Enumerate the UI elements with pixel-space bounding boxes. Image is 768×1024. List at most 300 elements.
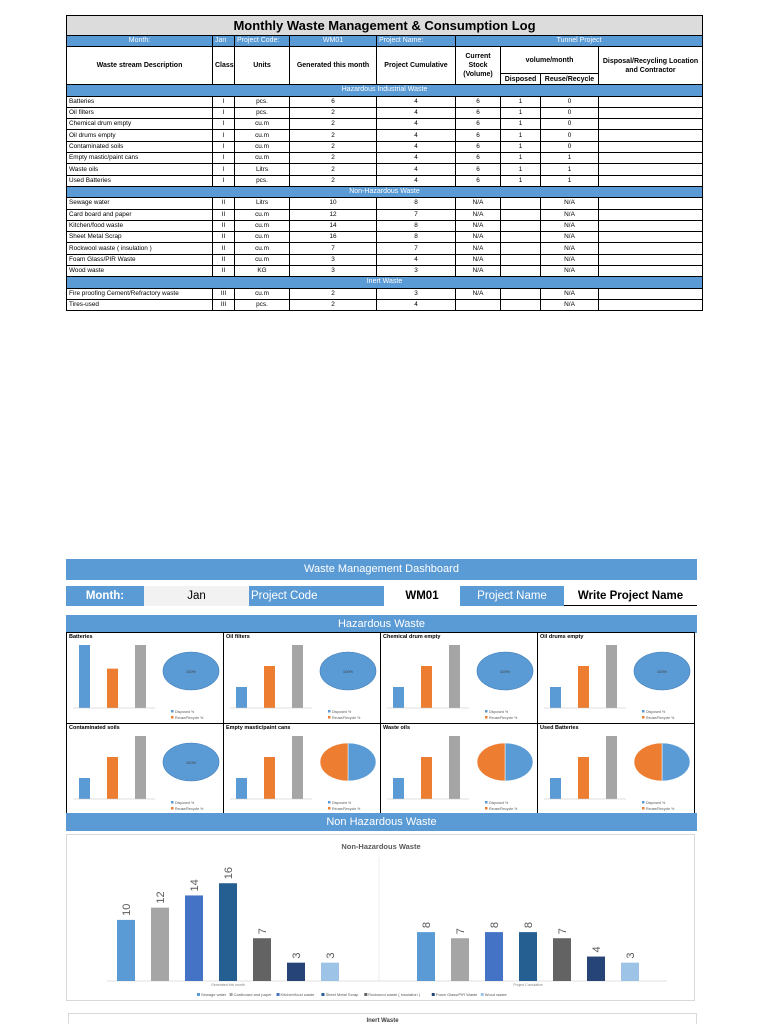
hazard-bar <box>578 757 589 799</box>
table-cell: cu.m <box>235 232 290 243</box>
table-row <box>67 153 703 164</box>
table-cell: 2 <box>290 119 377 130</box>
table-row <box>67 119 703 130</box>
table-cell: 8 <box>377 232 456 243</box>
hazard-chart-svg <box>224 633 381 724</box>
table-cell: 7 <box>290 243 377 254</box>
table-row <box>67 198 703 209</box>
legend-swatch <box>328 716 331 719</box>
non-hazardous-bar <box>519 932 537 981</box>
category-label: Project Cumulative <box>513 983 543 987</box>
non-hazardous-bar <box>451 938 469 981</box>
waste-dashboard <box>66 559 698 1024</box>
legend-swatch <box>277 993 280 996</box>
legend-label: Kitchen/food waste <box>280 992 315 997</box>
table-cell: 10 <box>290 198 377 209</box>
table-cell <box>599 232 703 243</box>
legend-label: Disposed % <box>646 710 666 714</box>
pie-label: 100% <box>656 669 668 674</box>
table-cell: 4 <box>377 130 456 141</box>
hazard-chart-svg <box>538 724 695 815</box>
table-cell: Sewage water <box>67 198 213 209</box>
table-cell: 6 <box>456 96 501 107</box>
table-cell: N/A <box>541 266 599 277</box>
table-cell <box>599 175 703 186</box>
project-code-label: Project Code <box>249 586 384 606</box>
table-cell: I <box>213 141 235 152</box>
legend-label: Rockwool waste ( insulation ) <box>368 992 421 997</box>
legend-swatch <box>642 716 645 719</box>
table-cell: Chemical drum empty <box>67 119 213 130</box>
legend-swatch <box>485 807 488 810</box>
legend-label: Reuse/Recycle % <box>489 716 518 720</box>
non-hazardous-chart-title: Non-Hazardous Waste <box>341 842 421 851</box>
table-cell: Empty mastic/paint cans <box>67 153 213 164</box>
table-row <box>67 164 703 175</box>
legend-swatch <box>364 993 367 996</box>
hazard-chart <box>380 632 538 724</box>
table-cell <box>599 266 703 277</box>
legend-swatch <box>171 801 174 804</box>
pie-slice-disposed <box>505 743 533 781</box>
table-cell: 1 <box>501 130 541 141</box>
table-cell: II <box>213 198 235 209</box>
table-cell <box>501 198 541 209</box>
table-cell <box>501 299 541 310</box>
hazard-chart <box>537 632 695 724</box>
hazard-chart-title: Chemical drum empty <box>383 634 441 640</box>
legend-label: Reuse/Recycle % <box>646 807 675 811</box>
hazard-chart-svg <box>224 724 381 815</box>
table-cell: 1 <box>501 153 541 164</box>
legend-swatch <box>485 710 488 713</box>
table-cell: Foam Glass/PIR Waste <box>67 254 213 265</box>
table-cell: Sheet Metal Scrap <box>67 232 213 243</box>
table-cell: 1 <box>501 107 541 118</box>
non-hazardous-bar <box>485 932 503 981</box>
hazard-chart-title: Oil filters <box>226 634 250 640</box>
hazard-chart <box>223 723 381 815</box>
table-cell: N/A <box>456 209 501 220</box>
table-cell: 1 <box>501 175 541 186</box>
table-row <box>67 141 703 152</box>
legend-label: Reuse/Recycle % <box>646 716 675 720</box>
table-cell: 6 <box>456 175 501 186</box>
table-cell: 4 <box>377 299 456 310</box>
hazard-bar <box>421 666 432 708</box>
header-volume: volume/month <box>501 47 599 73</box>
non-hazardous-bar <box>185 895 203 981</box>
log-meta-cell: Jan <box>213 36 235 47</box>
table-cell: 2 <box>290 288 377 299</box>
legend-swatch <box>642 710 645 713</box>
table-row <box>67 266 703 277</box>
bar-value-label: 7 <box>455 928 467 935</box>
bar-value-label: 10 <box>121 903 133 916</box>
table-cell <box>501 243 541 254</box>
table-cell: 4 <box>377 153 456 164</box>
table-cell: N/A <box>541 232 599 243</box>
hazard-bar <box>135 736 146 799</box>
table-row <box>67 232 703 243</box>
log-meta-cell: Tunnel Project <box>456 36 703 47</box>
table-cell <box>599 243 703 254</box>
table-cell <box>599 153 703 164</box>
table-cell: 4 <box>377 175 456 186</box>
hazard-bar <box>107 757 118 799</box>
table-cell <box>599 96 703 107</box>
table-cell <box>599 254 703 265</box>
table-cell: 4 <box>377 254 456 265</box>
waste-log-table <box>66 15 703 311</box>
hazard-chart <box>380 723 538 815</box>
bar-value-label: 8 <box>489 921 501 929</box>
legend-label: Reuse/Recycle % <box>175 807 204 811</box>
legend-label: Disposed % <box>489 801 509 805</box>
hazard-bar <box>107 669 118 708</box>
hazard-bar <box>135 645 146 708</box>
table-cell: Used Batteries <box>67 175 213 186</box>
table-cell: 2 <box>290 153 377 164</box>
table-cell: 6 <box>290 96 377 107</box>
dashboard-title: Waste Management Dashboard <box>66 559 697 580</box>
hazard-chart-svg <box>67 724 224 815</box>
log-title: Monthly Waste Management & Consumption Log <box>67 16 703 36</box>
non-hazardous-bar <box>587 957 605 981</box>
hazard-bar <box>421 757 432 799</box>
bar-value-label: 7 <box>257 928 269 935</box>
log-meta-cell: WM01 <box>290 36 377 47</box>
table-cell <box>501 220 541 231</box>
table-row <box>67 130 703 141</box>
table-cell: II <box>213 209 235 220</box>
table-cell: 6 <box>456 119 501 130</box>
table-cell <box>501 266 541 277</box>
table-cell <box>599 209 703 220</box>
legend-label: Sheet Metal Scrap <box>325 992 359 997</box>
table-cell: Contaminated soils <box>67 141 213 152</box>
legend-label: Wood waste <box>484 992 507 997</box>
table-row <box>67 243 703 254</box>
table-cell <box>501 288 541 299</box>
hazard-bar <box>292 645 303 708</box>
table-cell: Kitchen/food waste <box>67 220 213 231</box>
log-meta-cell: Month: <box>67 36 213 47</box>
table-cell: N/A <box>541 198 599 209</box>
non-hazardous-bar <box>287 963 305 981</box>
hazard-bar <box>606 645 617 708</box>
legend-swatch <box>171 716 174 719</box>
table-cell: Tires-used <box>67 299 213 310</box>
legend-label: Disposed % <box>332 710 352 714</box>
table-cell: 6 <box>456 153 501 164</box>
hazard-chart <box>537 723 695 815</box>
non-hazardous-bar <box>219 883 237 981</box>
non-hazardous-bar <box>151 908 169 981</box>
hazard-chart-svg <box>538 633 695 724</box>
table-cell: II <box>213 220 235 231</box>
table-cell: 7 <box>377 209 456 220</box>
header-stock: Current Stock (Volume) <box>456 47 501 85</box>
table-cell: Litrs <box>235 198 290 209</box>
table-cell: N/A <box>541 288 599 299</box>
legend-swatch <box>328 710 331 713</box>
hazard-chart-svg <box>381 724 538 815</box>
table-cell: III <box>213 299 235 310</box>
bar-value-label: 14 <box>189 879 201 892</box>
header-description: Waste stream Description <box>67 47 213 85</box>
table-cell: cu.m <box>235 288 290 299</box>
legend-label: Disposed % <box>489 710 509 714</box>
legend-swatch <box>197 993 200 996</box>
table-cell: 8 <box>377 220 456 231</box>
table-cell: 12 <box>290 209 377 220</box>
hazard-chart-title: Oil drums empty <box>540 634 584 640</box>
table-cell: 2 <box>290 299 377 310</box>
hazard-chart-svg <box>381 633 538 724</box>
table-cell: 14 <box>290 220 377 231</box>
table-cell: N/A <box>456 254 501 265</box>
project-code-value: WM01 <box>384 586 460 606</box>
pie-slice-disposed <box>662 743 690 781</box>
table-cell: N/A <box>456 288 501 299</box>
project-name-label: Project Name <box>460 586 564 606</box>
non-hazardous-chart-svg <box>67 835 696 1002</box>
table-cell <box>599 198 703 209</box>
table-cell: pcs. <box>235 107 290 118</box>
table-cell: Rockwool waste ( insulation ) <box>67 243 213 254</box>
table-cell: II <box>213 232 235 243</box>
hazard-bar <box>550 687 561 708</box>
pie-label: 100% <box>342 669 354 674</box>
table-row <box>67 288 703 299</box>
section-heading: Non-Hazardous Waste <box>67 186 703 197</box>
hazard-bar <box>393 778 404 799</box>
table-cell: 4 <box>377 119 456 130</box>
table-cell <box>456 299 501 310</box>
hazard-chart-title: Empty mastic/paint cans <box>226 725 291 731</box>
table-cell <box>599 141 703 152</box>
legend-swatch <box>171 710 174 713</box>
table-cell: 1 <box>541 164 599 175</box>
table-cell: 2 <box>290 107 377 118</box>
legend-swatch <box>642 807 645 810</box>
header-reuse: Reuse/Recycle <box>541 73 599 85</box>
inert-waste-chart <box>68 1013 697 1024</box>
table-cell: Oil drums empty <box>67 130 213 141</box>
table-cell: KG <box>235 266 290 277</box>
bar-value-label: 3 <box>325 952 337 959</box>
table-cell: Card board and paper <box>67 209 213 220</box>
project-name-value: Write Project Name <box>564 586 697 606</box>
table-cell: pcs. <box>235 299 290 310</box>
legend-label: Disposed % <box>175 801 195 805</box>
table-cell: 0 <box>541 141 599 152</box>
table-cell: 6 <box>456 164 501 175</box>
bar-value-label: 3 <box>625 952 637 959</box>
table-cell: Fire proofing Cement/Refractory waste <box>67 288 213 299</box>
table-cell: 0 <box>541 96 599 107</box>
table-cell: 4 <box>377 96 456 107</box>
table-cell <box>599 164 703 175</box>
table-cell: cu.m <box>235 209 290 220</box>
table-cell: I <box>213 130 235 141</box>
table-cell <box>599 119 703 130</box>
bar-value-label: 8 <box>421 921 433 929</box>
table-cell: N/A <box>541 254 599 265</box>
table-cell: 1 <box>501 141 541 152</box>
hazard-chart-title: Contaminated soils <box>69 725 120 731</box>
table-cell: Waste oils <box>67 164 213 175</box>
table-cell: II <box>213 254 235 265</box>
table-cell: N/A <box>541 209 599 220</box>
pie-slice-reuse <box>320 743 348 781</box>
table-row <box>67 254 703 265</box>
header-generated: Generated this month <box>290 47 377 85</box>
pie-slice-disposed <box>348 743 376 781</box>
table-cell: I <box>213 153 235 164</box>
non-hazardous-bar <box>117 920 135 981</box>
table-cell: 1 <box>541 153 599 164</box>
table-row <box>67 220 703 231</box>
table-cell: 6 <box>456 130 501 141</box>
pie-label: 100% <box>499 669 511 674</box>
table-cell: 7 <box>377 243 456 254</box>
table-cell: 1 <box>541 175 599 186</box>
table-cell <box>501 232 541 243</box>
table-cell: II <box>213 243 235 254</box>
pie-label: 100% <box>185 760 197 765</box>
table-cell: III <box>213 288 235 299</box>
hazard-bar <box>79 645 90 708</box>
hazard-chart <box>66 723 224 815</box>
inert-chart-title: Inert Waste <box>366 1018 399 1024</box>
hazard-bar <box>449 645 460 708</box>
hazard-chart <box>223 632 381 724</box>
section-heading: Hazardous Industrial Waste <box>67 85 703 96</box>
non-hazardous-bar <box>253 938 271 981</box>
table-cell: 16 <box>290 232 377 243</box>
table-cell: 1 <box>501 164 541 175</box>
legend-label: Cardboard and paper <box>233 992 272 997</box>
table-cell: 2 <box>290 164 377 175</box>
month-label: Month: <box>66 586 144 606</box>
table-row <box>67 96 703 107</box>
header-location: Disposal/Recycling Location and Contractor <box>599 47 703 85</box>
table-cell: cu.m <box>235 119 290 130</box>
legend-label: Reuse/Recycle % <box>489 807 518 811</box>
header-class: Class <box>213 47 235 85</box>
table-cell: I <box>213 96 235 107</box>
legend-swatch <box>432 993 435 996</box>
table-cell: 8 <box>377 198 456 209</box>
table-cell <box>599 220 703 231</box>
table-cell: 0 <box>541 119 599 130</box>
pie-slice-reuse <box>634 743 662 781</box>
hazard-chart <box>66 632 224 724</box>
table-cell: Litrs <box>235 164 290 175</box>
legend-swatch <box>230 993 233 996</box>
table-cell <box>599 299 703 310</box>
table-cell: cu.m <box>235 254 290 265</box>
hazard-bar <box>578 666 589 708</box>
table-cell: 6 <box>456 107 501 118</box>
legend-swatch <box>642 801 645 804</box>
table-cell: II <box>213 266 235 277</box>
non-hazardous-waste-heading: Non Hazardous Waste <box>66 813 697 831</box>
bar-value-label: 3 <box>291 952 303 959</box>
table-cell: 1 <box>501 96 541 107</box>
table-cell: cu.m <box>235 141 290 152</box>
pie-slice-reuse <box>477 743 505 781</box>
non-hazardous-bar <box>553 938 571 981</box>
table-cell: cu.m <box>235 130 290 141</box>
hazard-bar <box>264 757 275 799</box>
hazard-bar <box>292 736 303 799</box>
bar-value-label: 7 <box>557 928 569 935</box>
non-hazardous-bar <box>321 963 339 981</box>
legend-swatch <box>328 807 331 810</box>
table-row <box>67 107 703 118</box>
hazard-bar <box>606 736 617 799</box>
table-cell: 1 <box>501 119 541 130</box>
table-cell <box>599 130 703 141</box>
table-cell: 4 <box>377 107 456 118</box>
hazard-chart-svg <box>67 633 224 724</box>
hazard-bar <box>236 687 247 708</box>
table-cell: pcs. <box>235 96 290 107</box>
legend-label: Disposed % <box>332 801 352 805</box>
table-cell: I <box>213 164 235 175</box>
bar-value-label: 4 <box>591 946 603 953</box>
non-hazardous-bar <box>621 963 639 981</box>
table-cell: Oil filters <box>67 107 213 118</box>
table-cell: cu.m <box>235 153 290 164</box>
hazard-bar <box>79 778 90 799</box>
hazard-bar <box>550 778 561 799</box>
table-cell <box>501 209 541 220</box>
table-cell: 6 <box>456 141 501 152</box>
table-cell: 3 <box>290 254 377 265</box>
table-cell: N/A <box>456 220 501 231</box>
table-cell: 3 <box>290 266 377 277</box>
hazard-bar <box>393 687 404 708</box>
table-cell <box>599 288 703 299</box>
hazard-bar <box>449 736 460 799</box>
legend-label: Reuse/Recycle % <box>175 716 204 720</box>
table-row <box>67 299 703 310</box>
bar-value-label: 16 <box>223 866 235 880</box>
legend-label: Reuse/Recycle % <box>332 716 361 720</box>
hazard-chart-title: Used Batteries <box>540 725 579 731</box>
table-cell: cu.m <box>235 243 290 254</box>
table-cell: 4 <box>377 164 456 175</box>
month-value: Jan <box>144 586 249 606</box>
table-cell: 0 <box>541 107 599 118</box>
category-label: Generated this month <box>211 983 245 987</box>
table-cell: 3 <box>377 288 456 299</box>
legend-label: Sewage water <box>201 992 227 997</box>
table-cell: N/A <box>541 299 599 310</box>
table-cell: N/A <box>456 198 501 209</box>
table-cell: 4 <box>377 141 456 152</box>
table-cell: N/A <box>456 243 501 254</box>
table-cell: cu.m <box>235 220 290 231</box>
hazardous-waste-heading: Hazardous Waste <box>66 615 697 633</box>
table-cell: 2 <box>290 130 377 141</box>
section-heading: Inert Waste <box>67 277 703 288</box>
log-meta-cell: Project Name: <box>377 36 456 47</box>
